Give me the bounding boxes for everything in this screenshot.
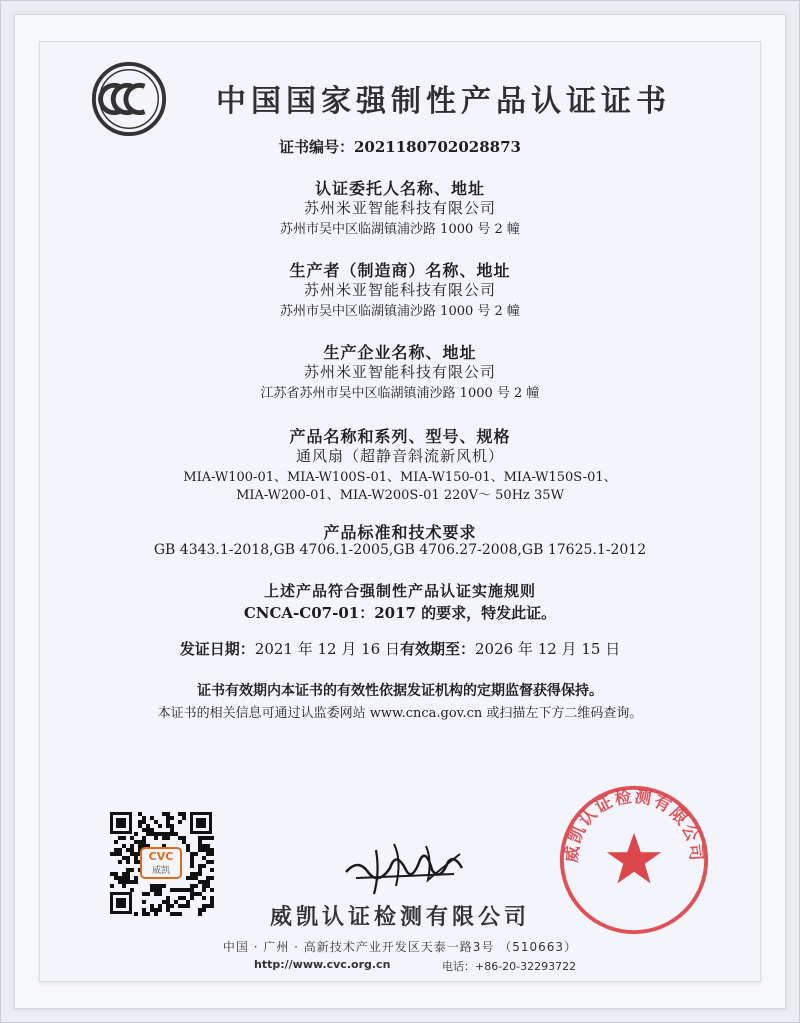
manufacturer-heading: 生产者（制造商）名称、地址: [289, 261, 511, 280]
applicant-name: 苏州米亚智能科技有限公司: [303, 199, 496, 217]
query-note: 本证书的相关信息可通过认监委网站 www.cnca.gov.cn 或扫描左下方二维码查询。: [157, 706, 643, 721]
certificate-number-label: 证书编号：: [278, 138, 354, 156]
issuer-name: 威凯认证检测有限公司: [269, 905, 530, 930]
product-models-line2: MIA-W200-01、MIA-W200S-01 220V～ 50Hz 35W: [236, 488, 564, 503]
certificate-number-value: 2021180702028873: [354, 138, 521, 156]
expiry-date-value: 2026 年 12 月 15 日: [475, 640, 621, 658]
ccc-logo: [90, 60, 168, 138]
issuer-phone: 电话：+86-20-32293722: [442, 960, 577, 973]
standards-heading: 产品标准和技术要求: [323, 523, 477, 542]
product-name: 通风扇（超静音斜流新风机）: [295, 447, 504, 465]
factory-name: 苏州米亚智能科技有限公司: [303, 363, 496, 381]
product-models-line1: MIA-W100-01、MIA-W100S-01、MIA-W150-01、MIA-W150S-01、: [183, 470, 617, 485]
issue-date-label: 发证日期：: [179, 640, 255, 658]
factory-address: 江苏省苏州市吴中区临湖镇浦沙路 1000 号 2 幢: [260, 386, 540, 401]
standards-value: GB 4343.1-2018,GB 4706.1-2005,GB 4706.27-2008,GB 17625.1-2012: [153, 542, 647, 558]
seal-text: 威凯认证检测有限公司: [561, 786, 707, 864]
certificate-number: [40, 136, 760, 157]
expiry-date-label: 有效期至：: [400, 640, 476, 658]
compliance-line1: 上述产品符合强制性产品认证实施规则: [263, 582, 536, 600]
signature: [336, 820, 476, 904]
certificate-title: 中国国家强制性产品认证证书: [216, 84, 671, 119]
certificate-paper: [40, 42, 760, 981]
qr-badge-label: 威凯: [151, 866, 171, 876]
product-heading: 产品名称和系列、型号、规格: [289, 427, 511, 446]
compliance-line2: CNCA-C07-01：2017 的要求，特发此证。: [243, 604, 557, 622]
qr-badge-text: CVC: [148, 850, 174, 863]
certificate-dates: [40, 638, 760, 659]
applicant-address: 苏州市吴中区临湖镇浦沙路 1000 号 2 幢: [280, 222, 520, 237]
issuer-address: 中国 · 广州 · 高新技术产业开发区天泰一路3号 （510663）: [222, 940, 578, 954]
applicant-heading: 认证委托人名称、地址: [314, 179, 485, 198]
factory-heading: 生产企业名称、地址: [323, 343, 477, 362]
manufacturer-name: 苏州米亚智能科技有限公司: [303, 281, 496, 299]
validity-note: 证书有效期内本证书的有效性依据发证机构的定期监督获得保持。: [197, 683, 603, 699]
issue-date-value: 2021 年 12 月 16 日: [254, 640, 400, 658]
manufacturer-address: 苏州市吴中区临湖镇浦沙路 1000 号 2 幢: [280, 304, 520, 319]
issuer-website: http://www.cvc.org.cn: [254, 958, 391, 971]
